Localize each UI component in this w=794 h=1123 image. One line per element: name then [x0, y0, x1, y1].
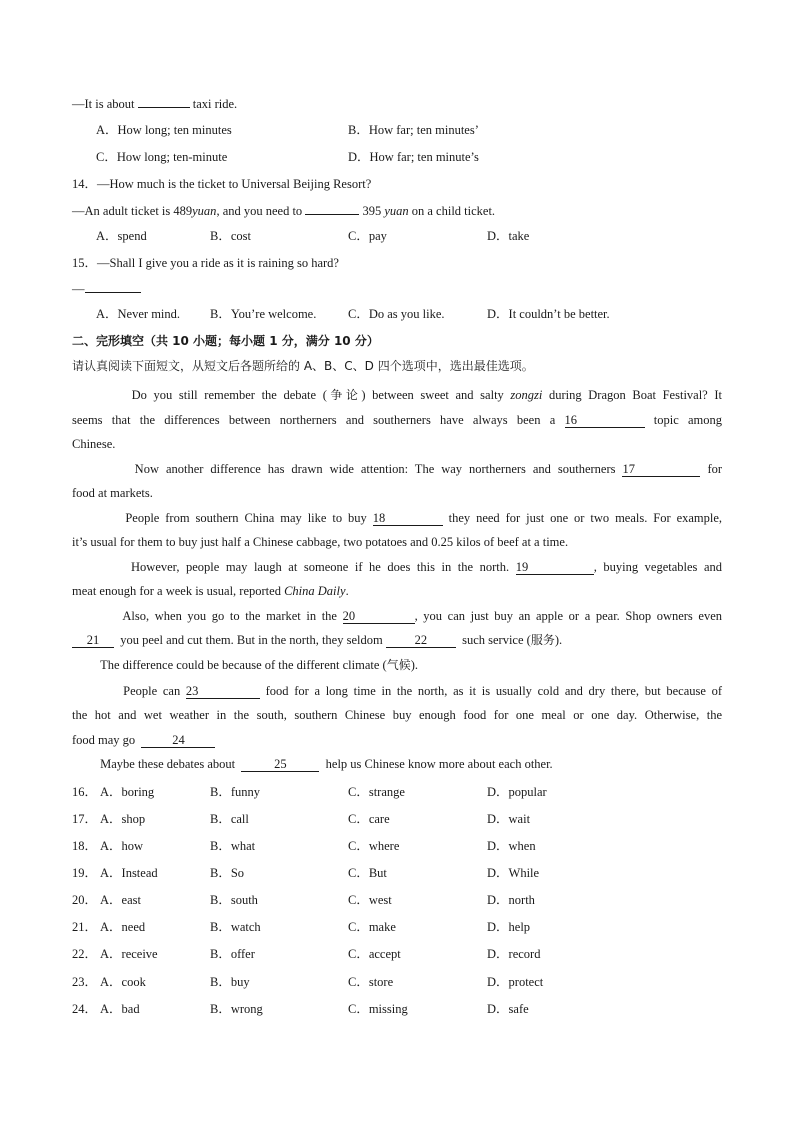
- passage-line: Chinese.: [72, 437, 116, 451]
- choice-option[interactable]: D．wait: [487, 812, 531, 826]
- choice-option[interactable]: A．how: [100, 839, 144, 853]
- choice-option[interactable]: B．buy: [210, 975, 250, 989]
- blank-16[interactable]: 16: [565, 414, 645, 428]
- choice-option[interactable]: C．accept: [348, 947, 401, 961]
- passage: [72, 383, 722, 777]
- passage-line: The difference could be because of the different climate (气候).: [100, 657, 418, 672]
- choice-row-num: 22．: [72, 947, 98, 961]
- q13-answer-post: taxi ride.: [192, 97, 238, 111]
- choice-row-num: 19．: [72, 866, 98, 880]
- choice-row-num: 24．: [72, 1002, 98, 1016]
- passage-line: Also, when you go to the market in the 20 , you can just buy an apple or a pear. Shop owners even: [122, 608, 722, 623]
- q15-blank[interactable]: [85, 292, 141, 293]
- q14-option-d[interactable]: D．take: [487, 229, 530, 243]
- q14-yuan-1: yuan: [192, 204, 217, 218]
- choice-option[interactable]: C．missing: [348, 1002, 408, 1016]
- q14-option-c[interactable]: C．pay: [348, 229, 387, 243]
- choice-option[interactable]: A．need: [100, 920, 146, 934]
- q14-option-b[interactable]: B．cost: [210, 229, 251, 243]
- passage-line: food at markets.: [72, 486, 153, 500]
- choice-row-num: 23．: [72, 975, 98, 989]
- choice-option[interactable]: C．west: [348, 893, 392, 907]
- choice-option[interactable]: C．where: [348, 839, 400, 853]
- q13-blank[interactable]: [138, 107, 190, 108]
- q13-answer-line: [72, 96, 722, 112]
- q15-answer-line: [72, 281, 722, 297]
- q14-price-child: 395: [362, 204, 382, 218]
- blank-18[interactable]: 18: [373, 512, 443, 526]
- q14-blank[interactable]: [305, 214, 359, 215]
- choice-row-num: 20．: [72, 893, 98, 907]
- q15-option-d[interactable]: D．It couldn’t be better.: [487, 307, 610, 321]
- choice-option[interactable]: D．when: [487, 839, 536, 853]
- choice-option[interactable]: B．offer: [210, 947, 255, 961]
- choice-option[interactable]: A．east: [100, 893, 141, 907]
- choice-option[interactable]: B．south: [210, 893, 258, 907]
- passage-line: People can 23 food for a long time in the north, as it is usually cold and dry there, but because of: [123, 683, 723, 698]
- blank-19[interactable]: 19: [516, 561, 594, 575]
- choice-option[interactable]: C．But: [348, 866, 387, 880]
- choice-option[interactable]: D．record: [487, 947, 541, 961]
- blank-24[interactable]: 24: [141, 734, 215, 748]
- choice-option[interactable]: B．wrong: [210, 1002, 263, 1016]
- choice-option[interactable]: C．care: [348, 812, 390, 826]
- q14-yuan-2: yuan: [384, 204, 409, 218]
- choice-option[interactable]: D．north: [487, 893, 535, 907]
- choice-option[interactable]: A．cook: [100, 975, 146, 989]
- q14-answer-mid: , and you need to: [216, 204, 303, 218]
- passage-line: the hot and wet weather in the south, southern Chinese buy enough food for one meal or one day. Otherwise, the: [72, 708, 722, 722]
- choice-option[interactable]: B．call: [210, 812, 249, 826]
- choice-option[interactable]: B．funny: [210, 785, 261, 799]
- passage-line: Maybe these debates about 25 help us Chinese know more about each other.: [100, 757, 553, 771]
- passage-line: meat enough for a week is usual, reported China Daily.: [72, 584, 349, 598]
- choice-option[interactable]: B．So: [210, 866, 245, 880]
- q13-option-b[interactable]: B．How far; ten minutes’: [348, 123, 479, 137]
- q14-answer-line: [72, 203, 722, 219]
- passage-line: People from southern China may like to buy 18 they need for just one or two meals. For example,: [125, 510, 723, 525]
- q14-question: 14．—How much is the ticket to Universal Beijing Resort?: [72, 177, 372, 191]
- blank-17[interactable]: 17: [622, 463, 700, 477]
- q15-question: 15．—Shall I give you a ride as it is raining so hard?: [72, 256, 339, 270]
- choice-option[interactable]: D．help: [487, 920, 531, 934]
- q13-option-a[interactable]: A．How long; ten minutes: [96, 123, 232, 137]
- passage-line: seems that the differences between northerners and southerners have always been a 16 topic among: [72, 412, 723, 427]
- passage-line: However, people may laugh at someone if he does this in the north. 19 , buying vegetables and: [131, 559, 723, 574]
- passage-line: 21 you peel and cut them. But in the north, they seldom 22 such service (服务).: [72, 628, 722, 653]
- passage-line: it’s usual for them to buy just half a Chinese cabbage, two potatoes and 0.25 kilos of beef at a time.: [72, 535, 569, 549]
- passage-line: food may go 24: [72, 728, 722, 753]
- q13-answer-pre: —It is about: [72, 97, 135, 111]
- q13-option-d[interactable]: D．How far; ten minute’s: [348, 150, 479, 164]
- choice-row-num: 18．: [72, 839, 98, 853]
- section2-instruction: 请认真阅读下面短文，从短文后各题所给的 A、B、C、D 四个选项中，选出最佳选项。: [72, 359, 534, 373]
- choice-option[interactable]: B．watch: [210, 920, 261, 934]
- blank-25[interactable]: 25: [241, 758, 319, 772]
- q14-answer-end: on a child ticket.: [411, 204, 496, 218]
- choice-option[interactable]: A．Instead: [100, 866, 158, 880]
- choice-option[interactable]: C．make: [348, 920, 396, 934]
- choice-row-num: 21．: [72, 920, 98, 934]
- q15-dash: —: [72, 282, 85, 296]
- choice-option[interactable]: C．strange: [348, 785, 405, 799]
- q14-option-a[interactable]: A．spend: [96, 229, 147, 243]
- blank-21[interactable]: 21: [72, 634, 114, 648]
- choice-option[interactable]: D．safe: [487, 1002, 529, 1016]
- q15-option-c[interactable]: C．Do as you like.: [348, 307, 445, 321]
- choice-option[interactable]: A．bad: [100, 1002, 140, 1016]
- blank-22[interactable]: 22: [386, 634, 456, 648]
- q14-answer-pre: —An adult ticket is 489: [72, 204, 193, 218]
- choice-row-num: 17．: [72, 812, 98, 826]
- q15-option-a[interactable]: A．Never mind.: [96, 307, 181, 321]
- choice-option[interactable]: D．popular: [487, 785, 547, 799]
- choice-option[interactable]: D．protect: [487, 975, 544, 989]
- blank-23[interactable]: 23: [186, 685, 260, 699]
- choice-option[interactable]: A．shop: [100, 812, 146, 826]
- blank-20[interactable]: 20: [343, 610, 415, 624]
- choice-option[interactable]: A．receive: [100, 947, 158, 961]
- q13-option-c[interactable]: C．How long; ten-minute: [96, 150, 228, 164]
- passage-line: Do you still remember the debate (争论) between sweet and salty zongzi during Dragon Boat Festival? It: [131, 388, 722, 402]
- choice-row-num: 16．: [72, 785, 98, 799]
- choice-option[interactable]: D．While: [487, 866, 540, 880]
- choice-option[interactable]: A．boring: [100, 785, 155, 799]
- passage-line: Now another difference has drawn wide attention: The way northerners and southerners 17 for: [134, 461, 723, 476]
- choice-option[interactable]: B．what: [210, 839, 256, 853]
- choice-option[interactable]: C．store: [348, 975, 394, 989]
- section2-heading: 二、完形填空（共 10 小题；每小题 1 分，满分 10 分）: [72, 334, 379, 348]
- q15-option-b[interactable]: B．You’re welcome.: [210, 307, 317, 321]
